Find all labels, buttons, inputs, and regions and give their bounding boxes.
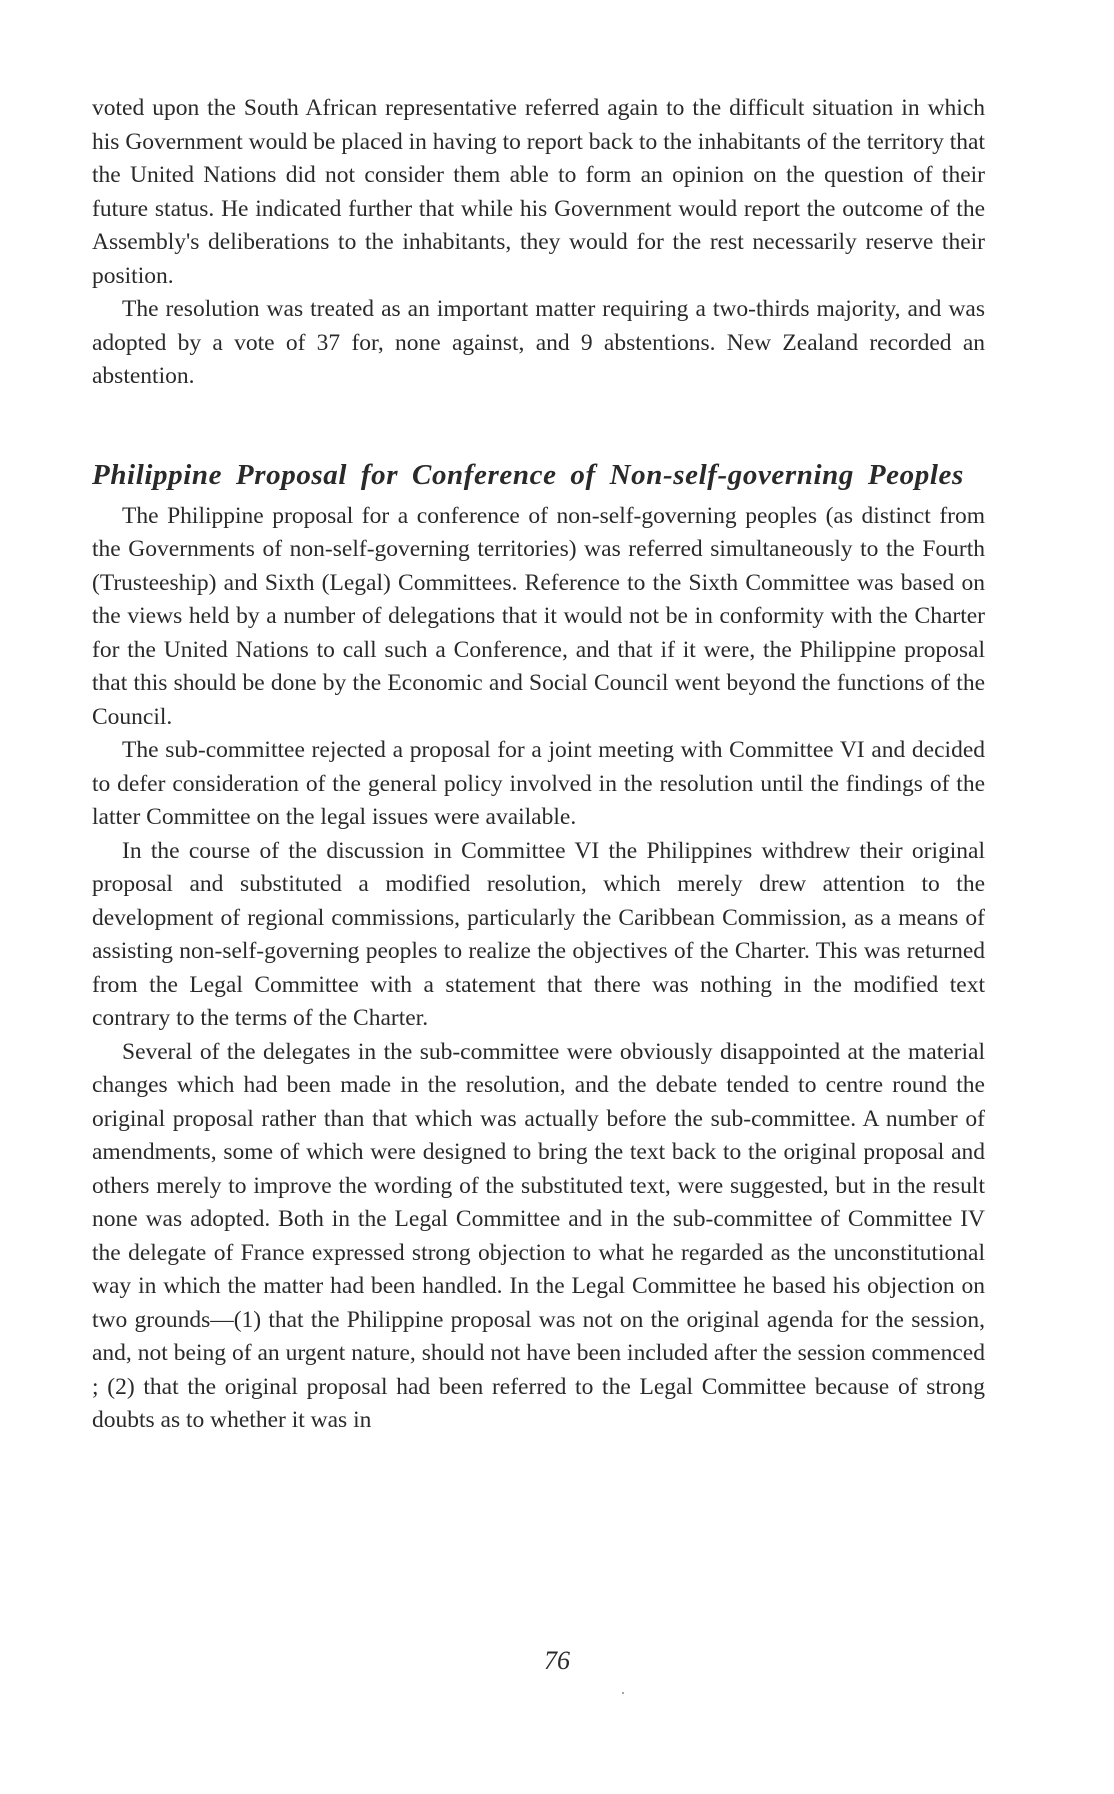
paragraph-delegates: Several of the delegates in the sub-committee were obviously disappointed at the material changes which had been made in the resolution, and the debate tended to centre round the original proposal rather than that which was actually before the sub-committee. A number of amendments, some of which were designed to bring the text back to the original proposal and others merely to improve the wording of the substituted text, were suggested, but in the result none was adopted. Both in the Legal Committee and in the sub-committee of Committee IV the delegate of France expressed strong objection to what he regarded as the unconstitutional way in which the matter had been handled. In the Legal Committee he based his objection on two grounds—(1) that the Philippine proposal was not on the original agenda for the session, and, not being of an urgent nature, should not have been included after the session commenced ; (2) that the original proposal had been referred to the Legal Committee because of strong doubts as to whether it was in (92, 1038, 985, 1433)
paragraph-sub-committee: The sub-committee rejected a proposal for a joint meeting with Committee VI and decided to defer consideration of the general policy involved in the resolution until the findings of the latter Committee on the legal issues were available. (92, 737, 985, 830)
section-heading: Philippine Proposal for Conference of Non-self-governing Peoples (92, 458, 964, 491)
paragraph-committee-vi: In the course of the discussion in Committee VI the Philippines withdrew their original proposal and substituted a modified resolution, which merely drew attention to the development of regional commissions, particularly the Caribbean Commission, as a means of assisting non-self-governing peoples to realize the objectives of the Charter. This was returned from the Legal Committee with a statement that there was nothing in the modified text contrary to the terms of the Charter. (92, 837, 985, 1031)
document-page (92, 92, 985, 1438)
paragraph-continuation: voted upon the South African representative referred again to the difficult situation in which his Government would be placed in having to report back to the inhabitants of the territory that the United Nations did not consider them able to form an opinion on the question of their future status. He indicated further that while his Government would report the outcome of the Assembly's deliberations to the inhabitants, they would for the rest necessarily reserve their position. (92, 95, 985, 289)
paragraph-resolution-vote: The resolution was treated as an important matter requiring a two-thirds majority, and was adopted by a vote of 37 for, none against, and 9 abstentions. New Zealand recorded an abstention. (92, 296, 985, 389)
paragraph-philippine-proposal: The Philippine proposal for a conference of non-self-governing peoples (as distinct from the Governments of non-self-governing territories) was referred simultaneously to the Fourth (Trusteeship) and Sixth (Legal) Committees. Reference to the Sixth Committee was based on the views held by a number of delegations that it would not be in conformity with the Charter for the United Nations to call such a Conference, and that if it were, the Philippine proposal that this should be done by the Economic and Social Council went beyond the functions of the Council. (92, 502, 985, 730)
scan-speck (622, 1692, 624, 1694)
page-number: 76 (544, 1646, 570, 1675)
